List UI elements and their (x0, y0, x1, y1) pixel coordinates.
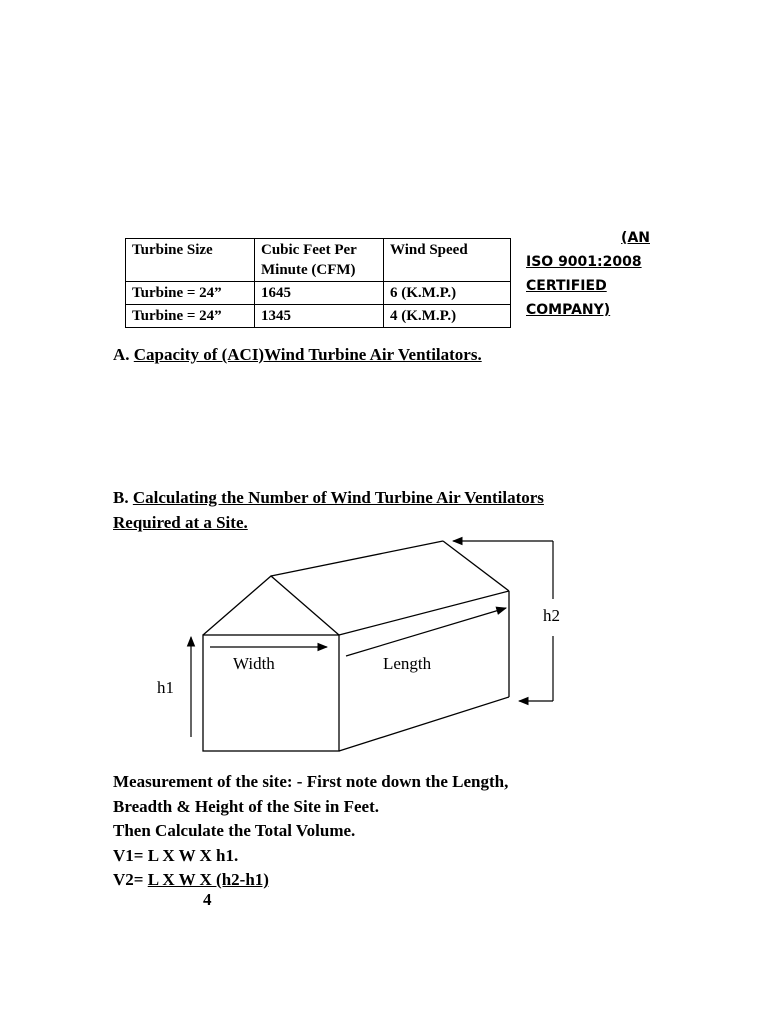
table-cell: Turbine = 24” (126, 305, 255, 328)
formula-v1: V1= L X W X h1. (113, 845, 239, 865)
measurement-text (113, 770, 508, 893)
building-roof-ridge (271, 541, 443, 576)
building-base-line (339, 697, 509, 751)
section-a-prefix: A. (113, 345, 134, 364)
section-b-title-line2: Required at a Site. (113, 513, 248, 532)
turbine-capacity-table (125, 238, 511, 328)
measurement-line: Breadth & Height of the Site in Feet. (113, 796, 379, 816)
section-a-title: Capacity of (ACI)Wind Turbine Air Ventilators. (133, 345, 482, 364)
table-header-row (126, 239, 511, 282)
table-header-cell: Cubic Feet Per Minute (CFM) (255, 239, 384, 282)
iso-note-line: COMPANY) (526, 302, 611, 318)
building-eave-line (339, 591, 509, 635)
h1-label: h1 (157, 678, 174, 697)
width-label: Width (233, 654, 275, 673)
building-roof-back-edge (443, 541, 509, 591)
section-b-heading (113, 485, 544, 535)
formula-v2 (113, 868, 508, 893)
iso-note-line: ISO 9001:2008 (526, 254, 642, 270)
table-header-cell: Turbine Size (126, 239, 255, 282)
site-building-diagram (140, 530, 580, 760)
formula-v2-denominator: 4 (203, 890, 212, 909)
building-front-face (203, 635, 339, 751)
section-a-heading (113, 342, 482, 367)
formula-v2-prefix: V2= (113, 870, 148, 889)
section-b-title-line1: Calculating the Number of Wind Turbine Air Ventilators (132, 488, 544, 507)
measurement-line: Measurement of the site: - First note down the Length, (113, 772, 509, 791)
formula-v2-numerator: L X W X (h2-h1) (147, 870, 269, 889)
table-cell: 1345 (255, 305, 384, 328)
building-front-gable (203, 576, 339, 635)
h2-label: h2 (543, 606, 560, 625)
length-label: Length (383, 654, 432, 673)
measurement-line: Then Calculate the Total Volume. (113, 821, 356, 840)
table-cell: 4 (K.M.P.) (384, 305, 511, 328)
section-b-prefix: B. (113, 488, 133, 507)
iso-note-line: CERTIFIED (526, 278, 607, 294)
length-arrow (346, 608, 506, 656)
table-cell: 6 (K.M.P.) (384, 282, 511, 305)
iso-note-line: (AN (621, 230, 650, 246)
table-cell: 1645 (255, 282, 384, 305)
table-row (126, 305, 511, 328)
table-cell: Turbine = 24” (126, 282, 255, 305)
iso-certification-note (526, 226, 650, 322)
table-header-cell: Wind Speed (384, 239, 511, 282)
table-row (126, 282, 511, 305)
